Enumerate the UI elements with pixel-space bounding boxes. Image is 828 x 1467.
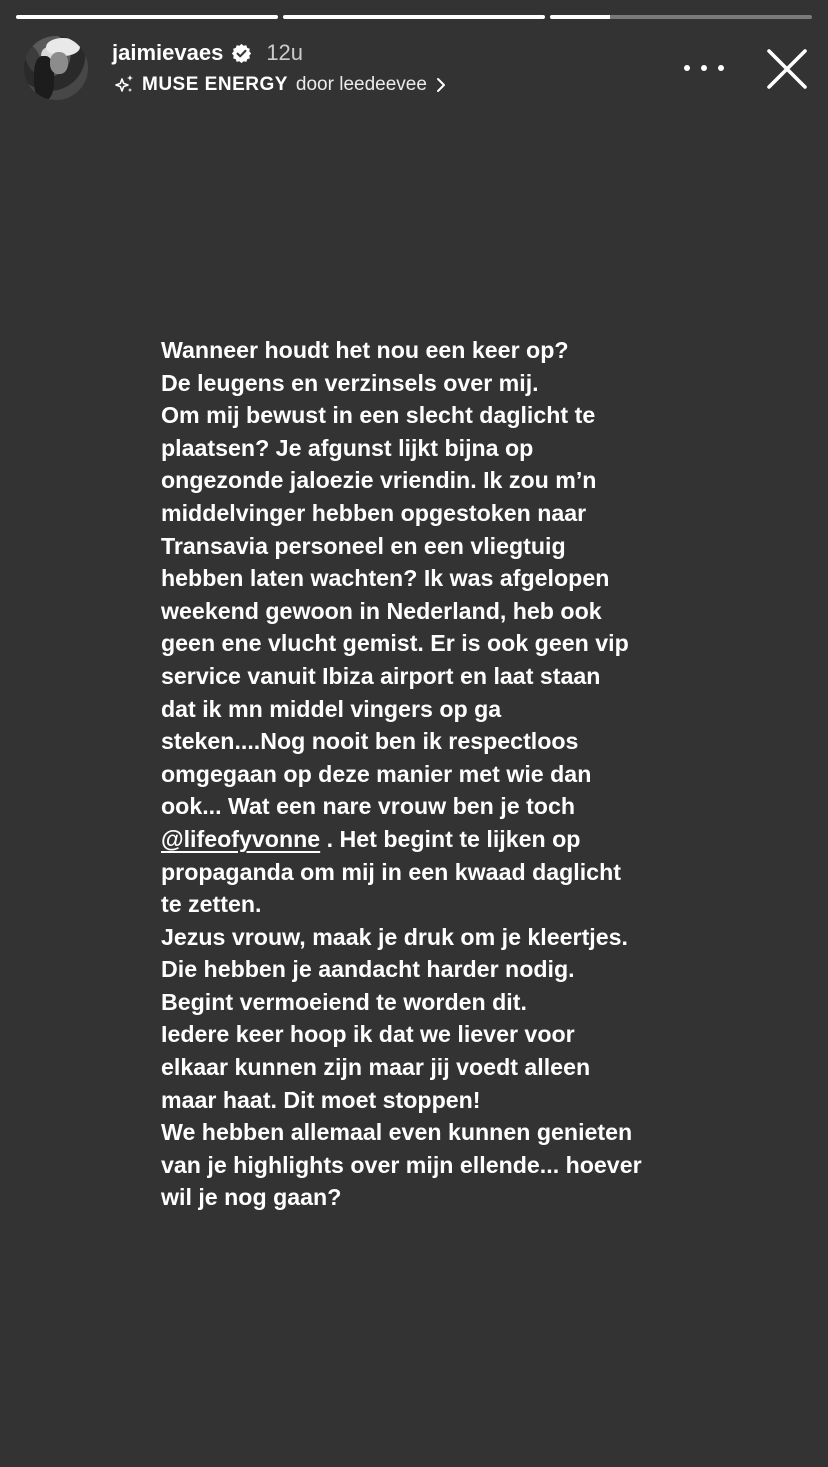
story-line: elkaar kunnen zijn maar jij voedt alleen (161, 1054, 591, 1081)
story-line: van je highlights over mijn ellende... hoever (161, 1151, 642, 1178)
story-line: Transavia personeel en een vliegtuig (161, 532, 566, 559)
story-progress-bar (16, 15, 812, 19)
story-line: hebben laten wachten? Ik was afgelopen (161, 565, 610, 592)
story-line: dat ik mn middel vingers op ga (161, 695, 502, 722)
post-time: 12u (266, 40, 304, 65)
progress-fill (550, 15, 610, 19)
music-attribution[interactable] (112, 71, 447, 99)
progress-fill (283, 15, 545, 19)
story-line: Begint vermoeiend te worden dit. (161, 988, 527, 1015)
story-line: te zetten. (161, 891, 262, 918)
progress-segment (283, 15, 545, 19)
story-line: Jezus vrouw, maak je druk om je kleertjes. (161, 923, 628, 950)
verified-badge-icon (231, 43, 252, 64)
story-header (24, 36, 812, 100)
story-line (161, 823, 721, 856)
story-line: plaatsen? Je afgunst lijkt bijna op (161, 434, 534, 461)
story-line: De leugens en verzinsels over mij. (161, 369, 539, 396)
story-line: Om mij bewust in een slecht daglicht te (161, 402, 596, 429)
song-title: MUSE ENERGY (142, 74, 288, 95)
story-line: propaganda om mij in een kwaad daglicht (161, 858, 621, 885)
story-line: Iedere keer hoop ik dat we liever voor (161, 1021, 575, 1048)
more-options-icon[interactable] (684, 56, 724, 80)
username[interactable]: jaimievaes (112, 40, 224, 65)
story-line: wil je nog gaan? (161, 1184, 342, 1211)
story-line: ongezonde jaloezie vriendin. Ik zou m’n (161, 467, 597, 494)
avatar[interactable] (24, 36, 88, 100)
progress-segment (550, 15, 812, 19)
mention-link[interactable]: @lifeofyvonne (161, 825, 321, 852)
story-line: geen ene vlucht gemist. Er is ook geen vip (161, 630, 629, 657)
story-line: Wanneer houdt het nou een keer op? (161, 337, 569, 363)
chevron-right-icon (435, 77, 447, 93)
story-line: maar haat. Dit moet stoppen! (161, 1086, 481, 1113)
story-line: service vanuit Ibiza airport en laat staan (161, 662, 601, 689)
song-artist: door leedeevee (295, 74, 427, 95)
progress-segment (16, 15, 278, 19)
story-line: weekend gewoon in Nederland, heb ook (161, 597, 602, 624)
mention-suffix: . Het begint te lijken op (320, 825, 581, 852)
story-line: ook... Wat een nare vrouw ben je toch (161, 793, 576, 820)
story-line: middelvinger hebben opgestoken naar (161, 499, 587, 526)
story-line: steken....Nog nooit ben ik respectloos (161, 728, 579, 755)
story-line: We hebben allemaal even kunnen genieten (161, 1119, 633, 1146)
sparkle-icon (112, 73, 136, 97)
story-line: Die hebben je aandacht harder nodig. (161, 956, 575, 983)
close-icon[interactable] (766, 48, 808, 90)
user-row (112, 38, 303, 68)
story-text (161, 334, 721, 1214)
progress-fill (16, 15, 278, 19)
story-line: omgegaan op deze manier met wie dan (161, 760, 592, 787)
